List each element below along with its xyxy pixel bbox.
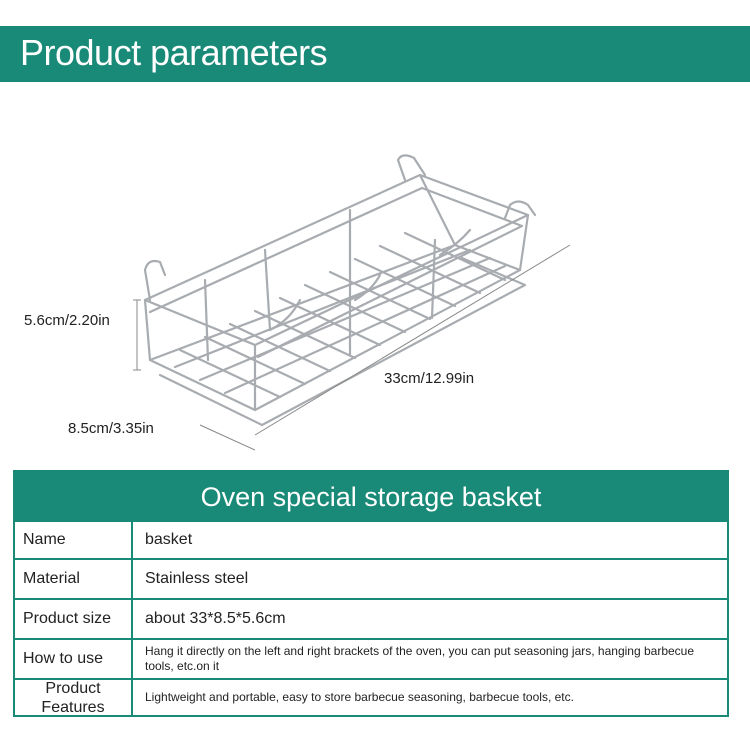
table-row xyxy=(15,598,727,638)
spec-table xyxy=(13,470,729,717)
spec-key: Material xyxy=(15,560,133,598)
table-row xyxy=(15,558,727,598)
length-dimension-label: 33cm/12.99in xyxy=(384,370,475,387)
width-dimension-label: 8.5cm/3.35in xyxy=(68,420,154,437)
spec-key: How to use xyxy=(15,640,133,678)
table-row xyxy=(15,678,727,715)
spec-value: Stainless steel xyxy=(145,570,249,587)
height-dimension-label: 5.6cm/2.20in xyxy=(24,312,110,329)
spec-key: Product size xyxy=(15,600,133,638)
spec-key: Name xyxy=(15,522,133,558)
storage-basket-illustration xyxy=(0,100,750,460)
spec-value: basket xyxy=(145,531,193,548)
page-title: Product parameters xyxy=(20,32,328,73)
table-row xyxy=(15,638,727,678)
product-figure xyxy=(0,100,750,460)
spec-value: Hang it directly on the left and right brackets of the oven, you can put seasoning jars, hanging barbecue tools, etc.on it xyxy=(145,644,695,673)
table-row xyxy=(15,520,727,558)
spec-table-heading: Oven special storage basket xyxy=(15,472,727,520)
header-bar xyxy=(0,26,750,82)
spec-value: Lightweight and portable, easy to store barbecue seasoning, barbecue tools, etc. xyxy=(145,690,574,704)
spec-key: Product Features xyxy=(15,680,133,715)
spec-value: about 33*8.5*5.6cm xyxy=(145,610,286,627)
